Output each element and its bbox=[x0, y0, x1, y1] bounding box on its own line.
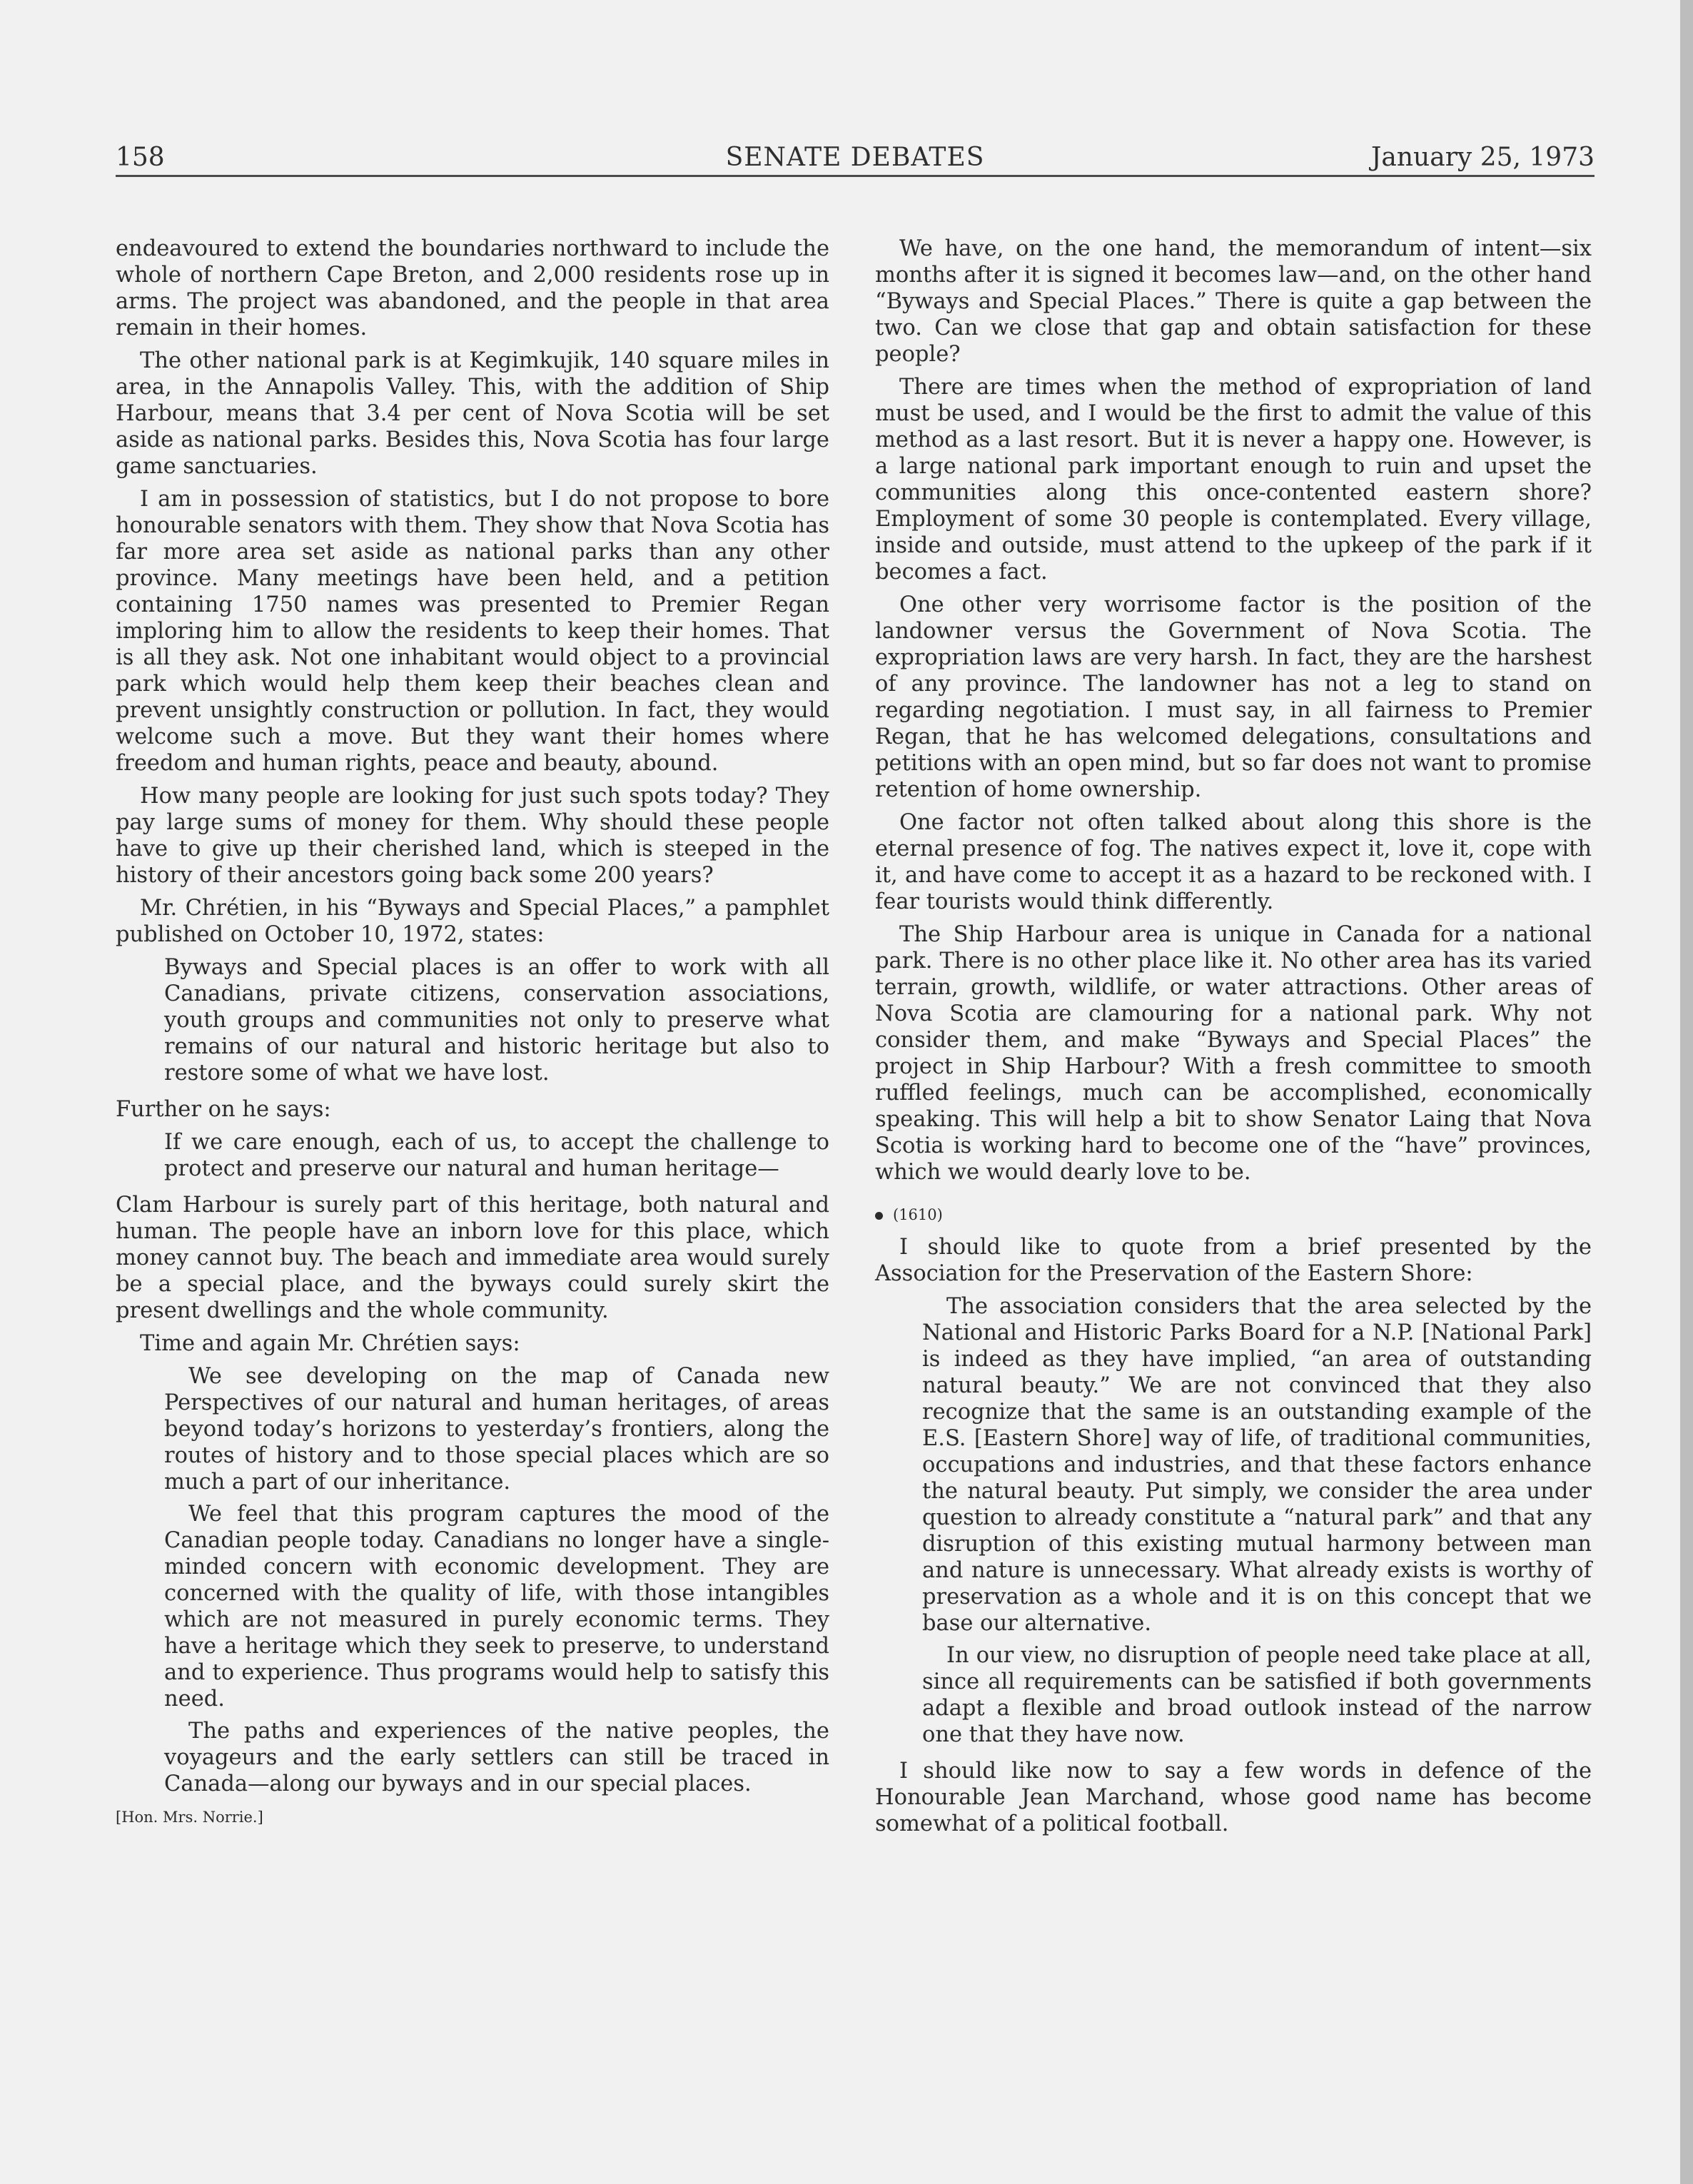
left-column bbox=[116, 236, 829, 1827]
block-quote bbox=[164, 1363, 829, 1797]
page-number: 158 bbox=[116, 143, 165, 172]
bullet-icon bbox=[875, 1212, 883, 1220]
quote-paragraph: We feel that this program captures the mood of the Canadian people today. Canadians no longer have a single-minded concern with economic development. They are concerned with the quality of life, with those intangibles which are not measured in purely economic terms. They have a heritage which they seek to preserve, to understand and to experience. Thus programs would help to satisfy this need. bbox=[164, 1502, 829, 1712]
quote-paragraph: If we care enough, each of us, to accept the challenge to protect and preserve our natural and human heritage— bbox=[164, 1130, 829, 1181]
quote-paragraph: In our view, no disruption of people need take place at all, since all requirements can be satisfied if both governments adapt a flexible and broad outlook instead of the narrow one that they have now. bbox=[922, 1643, 1592, 1747]
quote-paragraph: We see developing on the map of Canada new Perspectives of our natural and human heritages, of areas beyond today’s horizons to yesterday’s frontiers, along the routes of history and to those special places which are so much a part of our inheritance. bbox=[164, 1364, 829, 1495]
paragraph: Mr. Chrétien, in his “Byways and Special Places,” a pamphlet published on October 10, 1972, states: bbox=[116, 896, 829, 947]
paragraph: endeavoured to extend the boundaries northward to include the whole of northern Cape Breton, and 2,000 residents rose up in arms. The project was abandoned, and the people in that area remain in their homes. bbox=[116, 236, 829, 340]
paragraph: There are times when the method of expropriation of land must be used, and I would be the first to admit the value of this method as a last resort. But it is never a happy one. However, is a large national park important enough to ruin and upset the communities along this once-contented eastern shore? Employment of some 30 people is contemplated. Every village, inside and outside, must attend to the upkeep of the park if it becomes a fact. bbox=[875, 375, 1592, 585]
header-rule bbox=[116, 175, 1595, 177]
publication-date: January 25, 1973 bbox=[1370, 143, 1595, 172]
quote-paragraph: The association considers that the area selected by the National and Historic Parks Board for a N.P. [National Park] is indeed as they have implied, “an area of outstanding natural beauty.” We are not convinced that they also recognize that the same is an outstanding example of the E.S. [Eastern Shore] way of life, of traditional communities, occupations and industries, and that these factors enhance the natural beauty. Put simply, we consider the area under question to already constitute a “natural park” and that any disruption of this existing mutual harmony between man and nature is unnecessary. What already exists is worthy of preservation as a whole and it is on this concept that we base our alternative. bbox=[922, 1294, 1592, 1636]
paragraph: We have, on the one hand, the memorandum of intent—six months after it is signed it becomes law—and, on the other hand “Byways and Special Places.” There is quite a gap between the two. Can we close that gap and obtain satisfaction for these people? bbox=[875, 236, 1592, 367]
quote-paragraph: Byways and Special places is an offer to work with all Canadians, private citizens, conservation associations, youth groups and communities not only to preserve what remains of our natural and historic heritage but also to restore some of what we have lost. bbox=[164, 955, 829, 1086]
paragraph: One other very worrisome factor is the position of the landowner versus the Government of Nova Scotia. The expropriation laws are very harsh. In fact, they are the harshest of any province. The landowner has not a leg to stand on regarding negotiation. I must say, in all fairness to Premier Regan, that he has welcomed delegations, consultations and petitions with an open mind, but so far does not want to promise retention of home ownership. bbox=[875, 592, 1592, 802]
quote-paragraph: The paths and experiences of the native peoples, the voyageurs and the early settlers can still be traced in Canada—along our byways and in our special places. bbox=[164, 1719, 829, 1796]
paragraph: I should like to quote from a brief presented by the Association for the Preservation of the Eastern Shore: bbox=[875, 1235, 1592, 1286]
paragraph: The other national park is at Kegimkujik, 140 square miles in area, in the Annapolis Valley. This, with the addition of Ship Harbour, means that 3.4 per cent of Nova Scotia will be set aside as national parks. Besides this, Nova Scotia has four large game sanctuaries. bbox=[116, 348, 829, 479]
paragraph: Further on he says: bbox=[116, 1097, 331, 1122]
paragraph: Clam Harbour is surely part of this heritage, both natural and human. The people have an inborn love for this place, which money cannot buy. The beach and immediate area would surely be a special place, and the byways could surely skirt the present dwellings and the whole community. bbox=[116, 1193, 829, 1323]
paragraph: How many people are looking for just such spots today? They pay large sums of money for them. Why should these people have to give up their cherished land, which is steeped in the history of their ancestors going back some 200 years? bbox=[116, 784, 829, 888]
time-marker bbox=[875, 1204, 1592, 1225]
scan-edge bbox=[1680, 0, 1693, 2184]
paragraph: One factor not often talked about along this shore is the eternal presence of fog. The natives expect it, love it, cope with it, and have come to accept it as a hazard to be reckoned with. I fear tourists would think differently. bbox=[875, 810, 1592, 914]
page-header bbox=[116, 141, 1595, 174]
block-quote bbox=[922, 1293, 1592, 1748]
speaker-footnote: [Hon. Mrs. Norrie.] bbox=[116, 1809, 263, 1826]
paragraph: Time and again Mr. Chrétien says: bbox=[140, 1331, 520, 1356]
block-quote bbox=[164, 954, 829, 1086]
right-column bbox=[875, 236, 1592, 1844]
block-quote bbox=[164, 1129, 829, 1182]
publication-title: SENATE DEBATES bbox=[725, 143, 985, 172]
time-marker-label: (1610) bbox=[893, 1206, 943, 1223]
paragraph: I am in possession of statistics, but I do not propose to bore honourable senators with them. They show that Nova Scotia has far more area set aside as national parks than any other province. Many meetings have been held, and a petition containing 1750 names was presented to Premier Regan imploring him to allow the residents to keep their homes. That is all they ask. Not one inhabitant would object to a provincial park which would help them keep their beaches clean and prevent unsightly construction or pollution. In fact, they would welcome such a move. But they want their homes where freedom and human rights, peace and beauty, abound. bbox=[116, 487, 829, 776]
paragraph: I should like now to say a few words in defence of the Honourable Jean Marchand, whose good name has become somewhat of a political football. bbox=[875, 1759, 1592, 1836]
paragraph: The Ship Harbour area is unique in Canada for a national park. There is no other place like it. No other area has its varied terrain, growth, wildlife, or water attractions. Other areas of Nova Scotia are clamouring for a national park. Why not consider them, and make “Byways and Special Places” the project in Ship Harbour? With a fresh committee to smooth ruffled feelings, much can be accomplished, economically speaking. This will help a bit to show Senator Laing that Nova Scotia is working hard to become one of the “have” provinces, which we would dearly love to be. bbox=[875, 922, 1592, 1185]
